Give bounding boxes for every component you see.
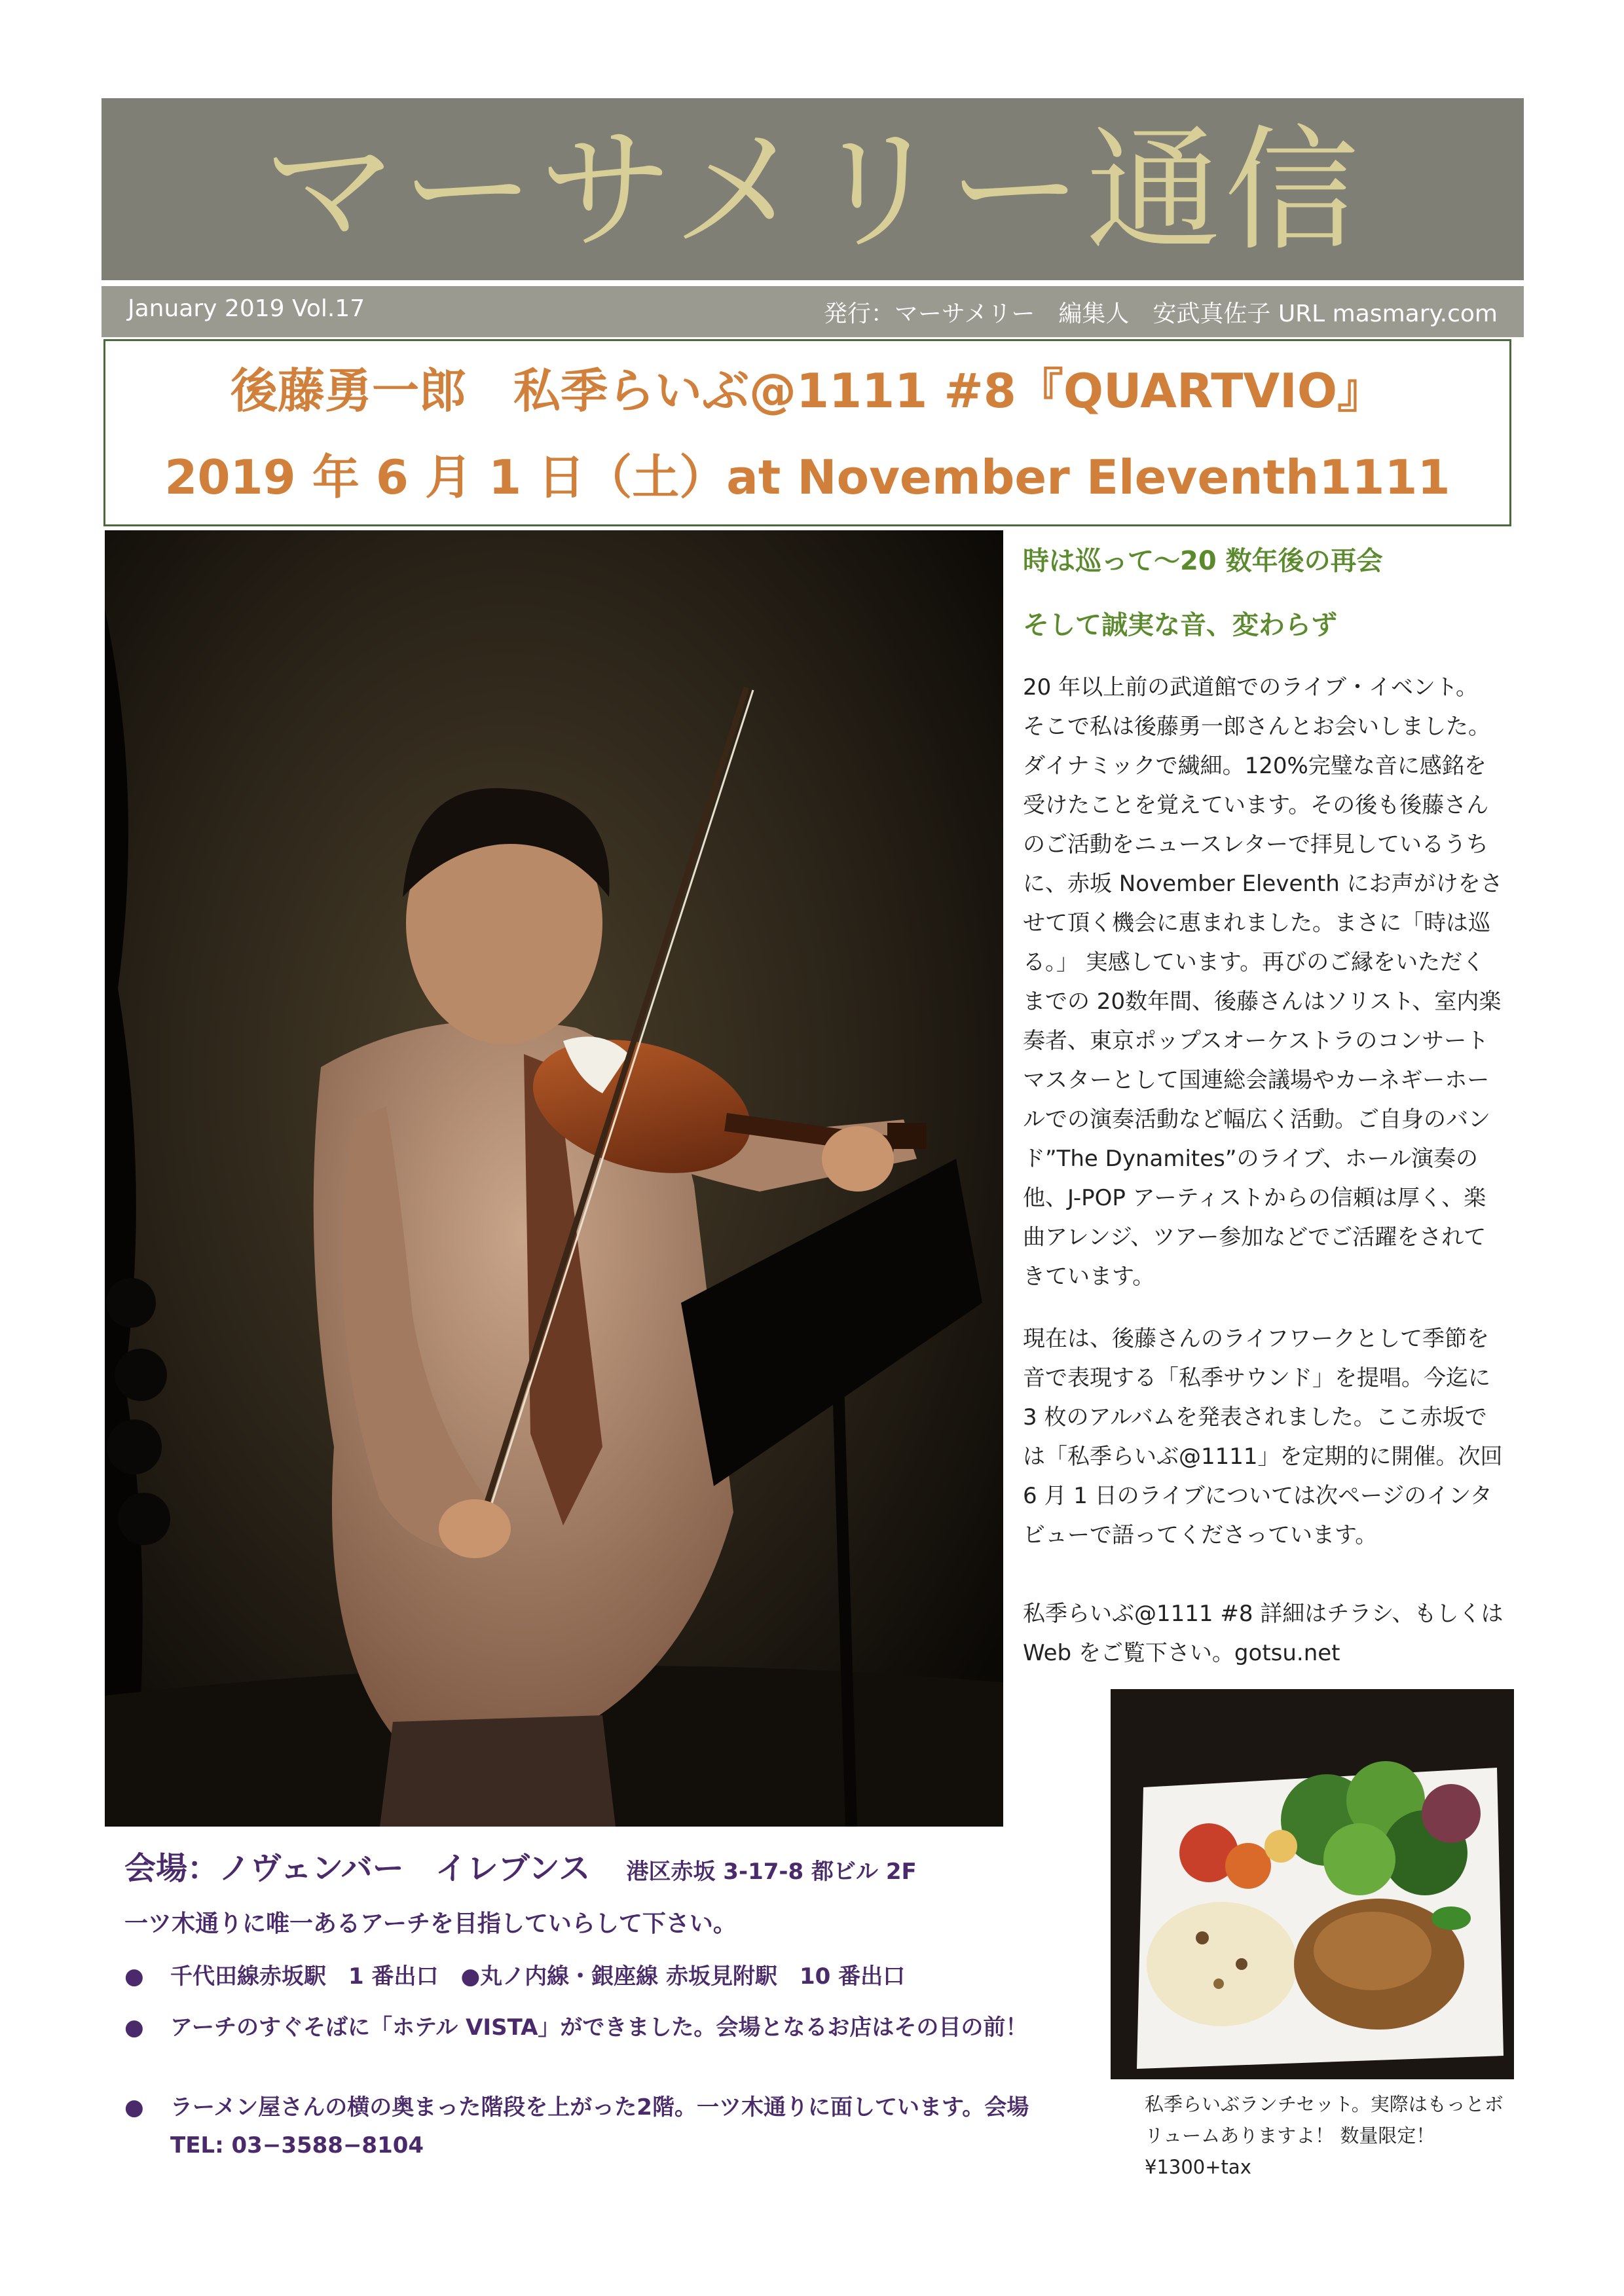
bullet-icon: ● (124, 1963, 144, 1990)
newsletter-title: マーサメリー通信 (263, 113, 1363, 269)
venue-address: 港区赤坂 3-17-8 都ビル 2F (626, 1859, 917, 1885)
article-headline-1: 時は巡って～20 数年後の再会 (1023, 546, 1383, 576)
issue-info-bar (101, 286, 1524, 337)
article-paragraph-2: 現在は、後藤さんのライフワークとして季節を音で表現する「私季サウンド」を提唱。今迄に 3 枚のアルバムを発表されました。ここ赤坂では「私季らいぶ@1111」を定期的に開催。次回 6 月 1 日のライブについては次ページのインタビューで語ってくださっています。 (1023, 1326, 1503, 1548)
venue-bullet-1 (124, 1958, 1041, 1995)
venue-bullet-3 (124, 2088, 1041, 2164)
article-paragraph-1: 20 年以上前の武道館でのライブ・イベント。 そこで私は後藤勇一郎さんとお会いしました。ダイナミックで繊細。120%完璧な音に感銘を受けたことを覚えています。その後も後藤さんのご活動をニュースレターで拝見しているうちに、赤坂 November Eleventh にお声がけをさせて頂く機会に恵まれました。まさに「時は巡る。」 実感しています。再びのご縁をいただくまでの 20数年間、後藤さんはソリスト、室内楽奏者、東京ポップスオーケストラのコンサートマスターとして国連総会議場やカーネギーホールでの演奏活動など幅広く活動。ご自身のバンド”The Dynamites”のライブ、ホール演奏の他、J-POP アーティストからの信頼は厚く、楽曲アレンジ、ツアー参加などでご活躍をされてきています。 (1023, 674, 1503, 1290)
venue-name: 会場：ノヴェンバー イレブンス (124, 1850, 591, 1887)
lunch-caption: 私季らいぶランチセット。実際はもっとボリュームありますよ！ 数量限定！¥1300+tax (1145, 2093, 1504, 2178)
venue-bullet-2 (124, 2009, 1041, 2047)
bullet-icon: ● (124, 2094, 144, 2121)
bullet-text: 千代田線赤坂駅 1 番出口 ●丸ノ内線・銀座線 赤坂見附駅 10 番出口 (170, 1963, 906, 1990)
event-title: 後藤勇一郎 私季らいぶ@1111 #8『QUARTVIO』 (230, 363, 1385, 418)
bullet-icon: ● (124, 2014, 144, 2041)
bullet-text: アーチのすぐそばに「ホテル VISTA」ができました。会場となるお店はその目の前！ (170, 2014, 1028, 2041)
venue-directions-note: 一ツ木通りに唯一あるアーチを目指していらして下さい。 (124, 1910, 737, 1937)
bullet-text: ラーメン屋さんの横の奥まった階段を上がった2階。一ツ木通りに面しています。会場 TEL: 03−3588−8104 (170, 2094, 1029, 2159)
event-date: 2019 年 6 月 1 日（土）at November Eleventh1111 (164, 450, 1450, 505)
lunch-set-photo (1111, 1689, 1514, 2079)
article-paragraph-3: 私季らいぶ@1111 #8 詳細はチラシ、もしくは Web をご覧下さい。gotsu.net (1023, 1601, 1504, 1666)
issue-label: January 2019 Vol.17 (128, 295, 365, 322)
event-banner (103, 339, 1511, 526)
publisher-label: 発行：マーサメリー 編集人 安武真佐子 URL masmary.com (823, 301, 1498, 327)
masthead (101, 98, 1524, 280)
venue-line (124, 1843, 917, 1888)
article-headline-2: そして誠実な音、変わらず (1023, 610, 1337, 640)
violinist-photo (105, 530, 1003, 1827)
